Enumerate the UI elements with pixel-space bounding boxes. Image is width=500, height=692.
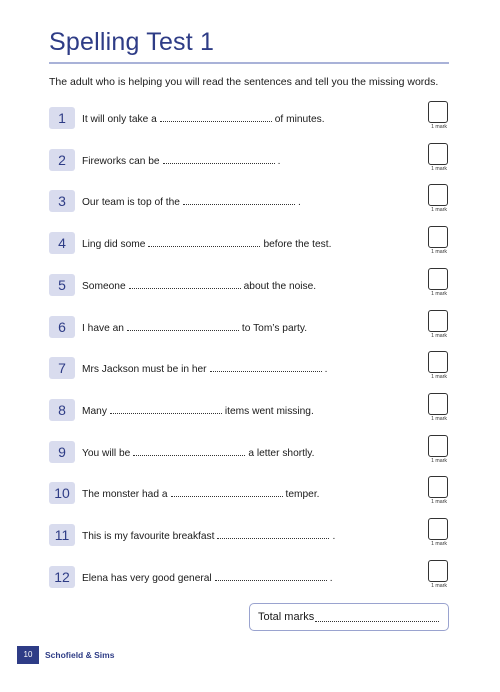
answer-blank[interactable] bbox=[210, 361, 322, 372]
question-row bbox=[49, 184, 451, 218]
total-marks-label: Total marks bbox=[258, 611, 315, 623]
question-row bbox=[49, 435, 451, 469]
sentence-start: Fireworks can be bbox=[82, 155, 160, 167]
answer-blank[interactable] bbox=[183, 194, 295, 205]
question-row bbox=[49, 101, 451, 135]
question-sentence bbox=[82, 445, 314, 459]
question-sentence bbox=[82, 111, 325, 125]
sentence-end: . bbox=[277, 155, 281, 167]
total-marks-box bbox=[249, 603, 449, 631]
sentence-start: I have an bbox=[82, 322, 124, 334]
question-row bbox=[49, 476, 451, 510]
sentence-end: items went missing. bbox=[224, 405, 314, 417]
question-sentence bbox=[82, 320, 307, 334]
sentence-start: Someone bbox=[82, 280, 126, 292]
mark-label: 1 mark bbox=[431, 415, 447, 422]
sentence-end: before the test. bbox=[263, 239, 332, 251]
question-number: 11 bbox=[49, 524, 75, 546]
mark-label: 1 mark bbox=[431, 207, 447, 214]
sentence-start: Ling did some bbox=[82, 239, 146, 251]
mark-label: 1 mark bbox=[431, 541, 447, 547]
sentence-end: . bbox=[332, 531, 336, 542]
question-number: 2 bbox=[49, 149, 75, 171]
mark-box[interactable] bbox=[428, 476, 448, 498]
question-sentence bbox=[82, 153, 280, 167]
question-sentence bbox=[82, 570, 333, 584]
question-row bbox=[49, 310, 451, 344]
question-row bbox=[49, 226, 451, 260]
question-sentence bbox=[82, 486, 320, 500]
sentence-end: about the noise. bbox=[243, 280, 317, 292]
mark-box[interactable] bbox=[428, 184, 448, 206]
sentence-end: . bbox=[324, 364, 328, 376]
question-sentence bbox=[82, 236, 331, 250]
answer-blank[interactable] bbox=[133, 445, 245, 456]
mark-box[interactable] bbox=[428, 518, 448, 540]
sentence-end: of minutes. bbox=[274, 114, 325, 125]
sentence-start: You will be bbox=[82, 447, 131, 459]
sentence-end: . bbox=[297, 197, 301, 209]
question-sentence bbox=[82, 361, 327, 375]
answer-blank[interactable] bbox=[217, 528, 329, 539]
question-sentence bbox=[82, 194, 301, 208]
mark-label: 1 mark bbox=[431, 165, 447, 172]
question-number: 12 bbox=[49, 566, 75, 588]
mark-label: 1 mark bbox=[431, 290, 447, 297]
sentence-end: a letter shortly. bbox=[248, 447, 315, 459]
sentence-start: Many bbox=[82, 405, 107, 417]
question-row bbox=[49, 393, 451, 427]
mark-label: 1 mark bbox=[431, 332, 447, 339]
answer-blank[interactable] bbox=[160, 111, 272, 122]
sentence-start: It will only take a bbox=[82, 114, 157, 125]
question-sentence bbox=[82, 528, 335, 542]
answer-blank[interactable] bbox=[215, 570, 327, 581]
question-row bbox=[49, 143, 451, 177]
mark-label: 1 mark bbox=[431, 374, 447, 381]
answer-blank[interactable] bbox=[127, 320, 239, 331]
question-sentence bbox=[82, 403, 314, 417]
question-number: 5 bbox=[49, 274, 75, 296]
title-divider bbox=[49, 62, 449, 64]
mark-box[interactable] bbox=[428, 393, 448, 415]
answer-blank[interactable] bbox=[110, 403, 222, 414]
sentence-start: Our team is top of the bbox=[82, 197, 180, 209]
mark-box[interactable] bbox=[428, 268, 448, 290]
mark-box[interactable] bbox=[428, 310, 448, 332]
mark-box[interactable] bbox=[428, 226, 448, 248]
mark-box[interactable] bbox=[428, 435, 448, 457]
answer-blank[interactable] bbox=[163, 153, 275, 164]
total-marks-answer-line[interactable] bbox=[315, 621, 439, 622]
question-row bbox=[49, 268, 451, 302]
sentence-end: . bbox=[329, 572, 333, 584]
question-row bbox=[49, 351, 451, 385]
mark-box[interactable] bbox=[428, 101, 448, 123]
sentence-start: This is my favourite breakfast bbox=[82, 531, 215, 542]
question-number: 6 bbox=[49, 316, 75, 338]
page-title: Spelling Test 1 bbox=[49, 28, 215, 56]
question-row bbox=[49, 560, 451, 594]
mark-label: 1 mark bbox=[431, 499, 447, 506]
question-number: 9 bbox=[49, 441, 75, 463]
mark-box[interactable] bbox=[428, 351, 448, 373]
answer-blank[interactable] bbox=[171, 486, 283, 497]
mark-label: 1 mark bbox=[431, 249, 447, 256]
question-number: 8 bbox=[49, 399, 75, 421]
sentence-end: temper. bbox=[285, 489, 320, 501]
mark-label: 1 mark bbox=[431, 457, 447, 464]
question-sentence bbox=[82, 278, 316, 292]
sentence-start: Mrs Jackson must be in her bbox=[82, 364, 207, 376]
question-number: 10 bbox=[49, 482, 75, 504]
sentence-start: The monster had a bbox=[82, 489, 168, 501]
mark-label: 1 mark bbox=[431, 582, 447, 589]
mark-label: 1 mark bbox=[431, 124, 447, 130]
mark-box[interactable] bbox=[428, 143, 448, 165]
question-row bbox=[49, 518, 451, 552]
question-number: 1 bbox=[49, 107, 75, 129]
answer-blank[interactable] bbox=[129, 278, 241, 289]
instructions-text: The adult who is helping you will read the sentences and tell you the missing words. bbox=[49, 76, 439, 88]
mark-box[interactable] bbox=[428, 560, 448, 582]
publisher-name: Schofield & Sims bbox=[45, 650, 115, 660]
sentence-start: Elena has very good general bbox=[82, 572, 212, 584]
answer-blank[interactable] bbox=[148, 236, 260, 247]
question-number: 7 bbox=[49, 357, 75, 379]
page-number: 10 bbox=[17, 646, 39, 664]
question-number: 4 bbox=[49, 232, 75, 254]
question-number: 3 bbox=[49, 190, 75, 212]
sentence-end: to Tom’s party. bbox=[241, 322, 308, 334]
